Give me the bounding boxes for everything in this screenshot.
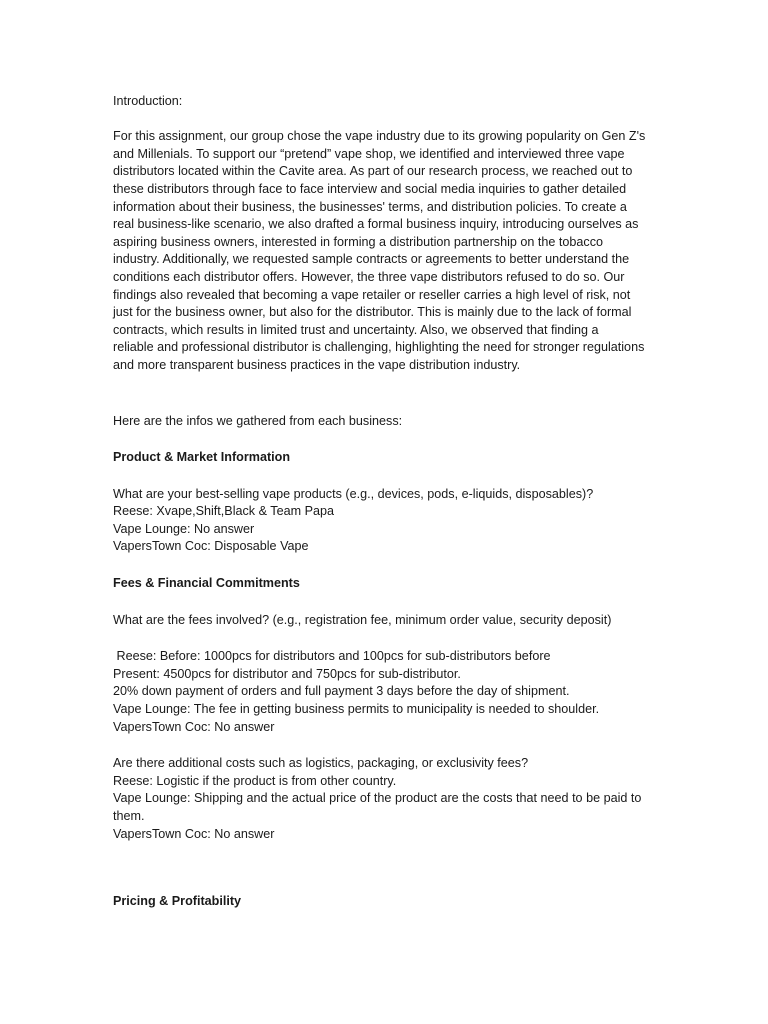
intro-line: and Millenials. To support our “pretend” vape shop, we identified and interviewed three vape: [113, 146, 625, 161]
intro-line: aspiring business owners, interested in forming a distribution partnership on the tobacco: [113, 234, 604, 249]
answer-line: Reese: Xvape,Shift,Black & Team Papa: [113, 504, 334, 519]
intro-line: findings also revealed that becoming a vape retailer or reseller carries a high level of risk, not: [113, 287, 631, 302]
answer-line: Vape Lounge: Shipping and the actual price of the product are the costs that need to be paid to: [113, 791, 642, 806]
intro-line: distributors located within the Cavite area. As part of our research process, we reached out to: [113, 164, 633, 179]
question-additional-costs: Are there additional costs such as logistics, packaging, or exclusivity fees?: [113, 756, 529, 771]
answer-line: VapersTown Coc: No answer: [113, 719, 275, 734]
section-heading-fees: Fees & Financial Commitments: [113, 576, 300, 591]
intro-heading: Introduction:: [113, 94, 183, 108]
question-best-selling: What are your best-selling vape products (e.g., devices, pods, e-liquids, disposables)?: [113, 486, 594, 501]
intro-line: real business-like scenario, we also drafted a formal business inquiry, introducing ourselves as: [113, 217, 639, 232]
section-heading-product-market: Product & Market Information: [113, 450, 291, 465]
document-page: [113, 93, 658, 911]
section-heading-pricing: Pricing & Profitability: [113, 894, 242, 909]
intro-line: and more transparent business practices in the vape distribution industry.: [113, 357, 521, 372]
answer-line: VapersTown Coc: No answer: [113, 826, 275, 841]
answer-line: Vape Lounge: The fee in getting business permits to municipality is needed to shoulder.: [113, 702, 600, 717]
intro-line: For this assignment, our group chose the vape industry due to its growing popularity on Gen Z's: [113, 129, 646, 144]
intro-line: just for the business owner, but also for the distributor. This is mainly due to the lack of formal: [113, 305, 632, 320]
intro-line: reliable and professional distributor is challenging, highlighting the need for stronger regulations: [113, 340, 645, 355]
intro-line: conditions each distributor offers. However, the three vape distributors refused to do so. Our: [113, 269, 625, 284]
infos-line: Here are the infos we gathered from each business:: [113, 413, 403, 428]
answer-line: them.: [113, 809, 145, 823]
answer-line: Present: 4500pcs for distributor and 750pcs for sub-distributor.: [113, 666, 461, 681]
intro-line: information about their business, the businesses' terms, and distribution policies. To create a: [113, 199, 627, 214]
answer-line: Vape Lounge: No answer: [113, 521, 255, 536]
question-fees: What are the fees involved? (e.g., registration fee, minimum order value, security deposit): [113, 612, 612, 627]
intro-paragraph: [113, 128, 658, 374]
intro-line: industry. Additionally, we requested sample contracts or agreements to better understand the: [113, 252, 630, 267]
answer-line: VapersTown Coc: Disposable Vape: [113, 539, 309, 554]
answer-line: Reese: Before: 1000pcs for distributors and 100pcs for sub-distributors before: [113, 649, 551, 664]
intro-line: contracts, which results in limited trust and uncertainty. Also, we observed that finding a: [113, 322, 599, 337]
answer-line: 20% down payment of orders and full payment 3 days before the day of shipment.: [113, 684, 570, 699]
intro-line: these distributors through face to face interview and social media inquiries to gather detailed: [113, 181, 627, 196]
answer-line: Reese: Logistic if the product is from other country.: [113, 773, 397, 788]
